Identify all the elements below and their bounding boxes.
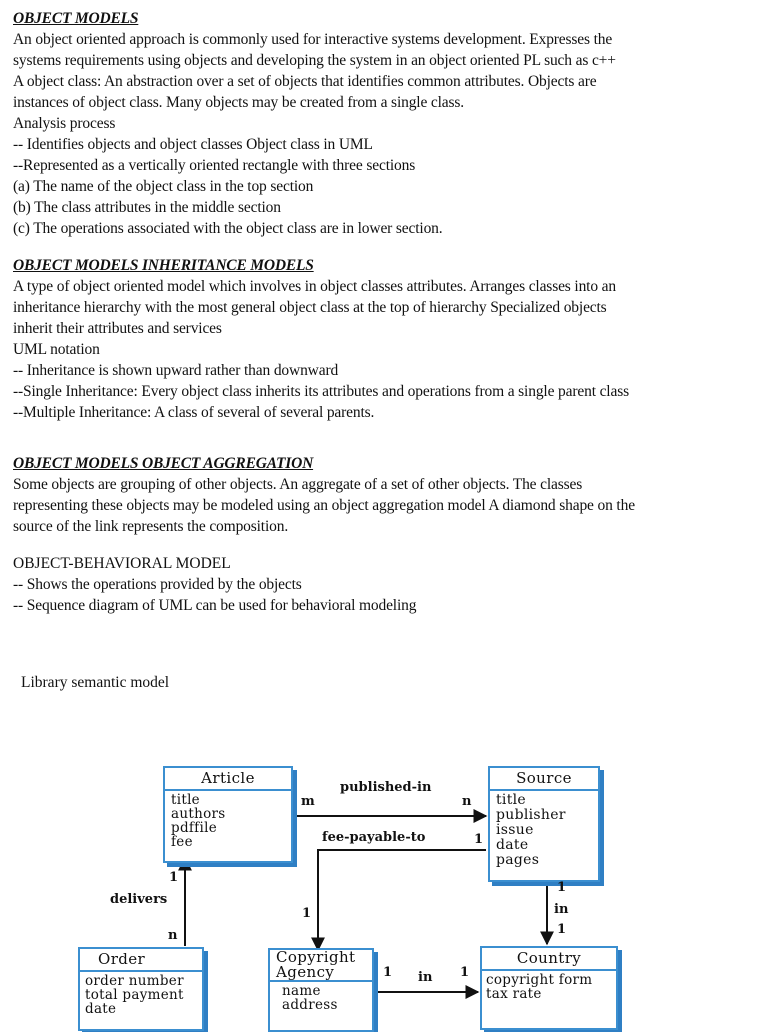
- multiplicity-label: 1: [169, 870, 179, 885]
- text-line: An object oriented approach is commonly used for interactive systems development. Expresses the: [13, 31, 613, 48]
- class-attribute: title: [496, 792, 526, 808]
- class-name: Copyright Agency: [270, 950, 372, 982]
- section-heading: OBJECT-BEHAVIORAL MODEL: [13, 555, 231, 572]
- class-attribute: total payment: [85, 987, 184, 1003]
- class-box-order: [78, 947, 204, 1031]
- class-name: Source: [490, 768, 598, 791]
- class-attribute: order number: [85, 973, 184, 989]
- text-line: -- Identifies objects and object classes Object class in UML: [13, 136, 373, 153]
- class-box-source: [488, 766, 600, 882]
- text-line: (a) The name of the object class in the top section: [13, 178, 314, 195]
- text-line: UML notation: [13, 341, 100, 358]
- text-line: Some objects are grouping of other objects. An aggregate of a set of other objects. The classes: [13, 476, 583, 493]
- class-attributes: [165, 791, 291, 851]
- class-attribute: fee: [171, 834, 193, 850]
- class-attribute: authors: [171, 806, 226, 822]
- class-attribute: title: [171, 792, 200, 808]
- class-attributes: [490, 791, 598, 870]
- class-attribute: pdffile: [171, 820, 218, 836]
- class-attribute: date: [496, 837, 529, 853]
- class-name: Article: [165, 768, 291, 791]
- class-attributes: [80, 972, 202, 1018]
- text-line: systems requirements using objects and developing the system in an object oriented PL such as c++: [13, 52, 616, 69]
- text-line: (b) The class attributes in the middle section: [13, 199, 281, 216]
- text-line: --Represented as a vertically oriented rectangle with three sections: [13, 157, 416, 174]
- section-object-aggregation: [13, 453, 758, 537]
- class-attribute: date: [85, 1001, 117, 1017]
- text-line: A object class: An abstraction over a set of objects that identifies common attributes. Objects are: [13, 73, 597, 90]
- agency-in-label: in: [418, 970, 433, 985]
- class-attribute: name: [282, 983, 321, 999]
- text-line: Analysis process: [13, 115, 116, 132]
- source-in-label: in: [554, 902, 569, 917]
- class-attribute: tax rate: [486, 986, 542, 1002]
- published-in-label: published-in: [340, 780, 432, 795]
- text-line: -- Sequence diagram of UML can be used for behavioral modeling: [13, 597, 417, 614]
- multiplicity-label: 1: [557, 922, 567, 937]
- multiplicity-label: m: [301, 794, 315, 809]
- multiplicity-label: n: [462, 794, 472, 809]
- multiplicity-label: 1: [302, 906, 312, 921]
- section-behavioral-model: [13, 553, 758, 616]
- document-body: [13, 8, 758, 616]
- text-line: instances of object class. Many objects may be created from a single class.: [13, 94, 465, 111]
- class-attribute: issue: [496, 822, 534, 838]
- class-attribute: publisher: [496, 807, 566, 823]
- section-heading: OBJECT MODELS INHERITANCE MODELS: [13, 257, 314, 274]
- multiplicity-label: 1: [557, 880, 567, 895]
- text-line: -- Inheritance is shown upward rather than downward: [13, 362, 339, 379]
- class-name: Country: [482, 948, 616, 971]
- multiplicity-label: n: [168, 928, 178, 943]
- fee-payable-to-connector: [318, 850, 486, 950]
- library-semantic-diagram: [70, 758, 630, 1024]
- multiplicity-label: 1: [460, 965, 470, 980]
- class-box-copyright-agency: [268, 948, 374, 1032]
- text-line: --Multiple Inheritance: A class of several of several parents.: [13, 404, 375, 421]
- class-attributes: [270, 982, 372, 1014]
- text-line: -- Shows the operations provided by the objects: [13, 576, 302, 593]
- section-inheritance-models: [13, 255, 758, 423]
- class-name: Order: [80, 949, 202, 972]
- section-heading: OBJECT MODELS OBJECT AGGREGATION: [13, 455, 314, 472]
- class-attribute: pages: [496, 852, 540, 868]
- text-line: inheritance hierarchy with the most general object class at the top of hierarchy Specialized objects: [13, 299, 607, 316]
- delivers-label: delivers: [110, 892, 168, 907]
- text-line: A type of object oriented model which involves in object classes attributes. Arranges classes into an: [13, 278, 616, 295]
- fee-payable-to-label: fee-payable-to: [322, 830, 426, 845]
- text-line: representing these objects may be modeled using an object aggregation model A diamond shape on the: [13, 497, 635, 514]
- text-line: (c) The operations associated with the object class are in lower section.: [13, 220, 443, 237]
- text-line: --Single Inheritance: Every object class inherits its attributes and operations from a single parent class: [13, 383, 629, 400]
- multiplicity-label: 1: [383, 965, 393, 980]
- class-box-country: [480, 946, 618, 1030]
- diagram-caption: Library semantic model: [21, 674, 170, 691]
- class-attribute: copyright form: [486, 972, 593, 988]
- section-heading: OBJECT MODELS: [13, 10, 139, 27]
- class-box-article: [163, 766, 293, 863]
- text-line: inherit their attributes and services: [13, 320, 222, 337]
- class-attribute: address: [282, 997, 338, 1013]
- multiplicity-label: 1: [474, 832, 484, 847]
- class-attributes: [482, 971, 616, 1003]
- text-line: source of the link represents the composition.: [13, 518, 289, 535]
- section-object-models: [13, 8, 758, 239]
